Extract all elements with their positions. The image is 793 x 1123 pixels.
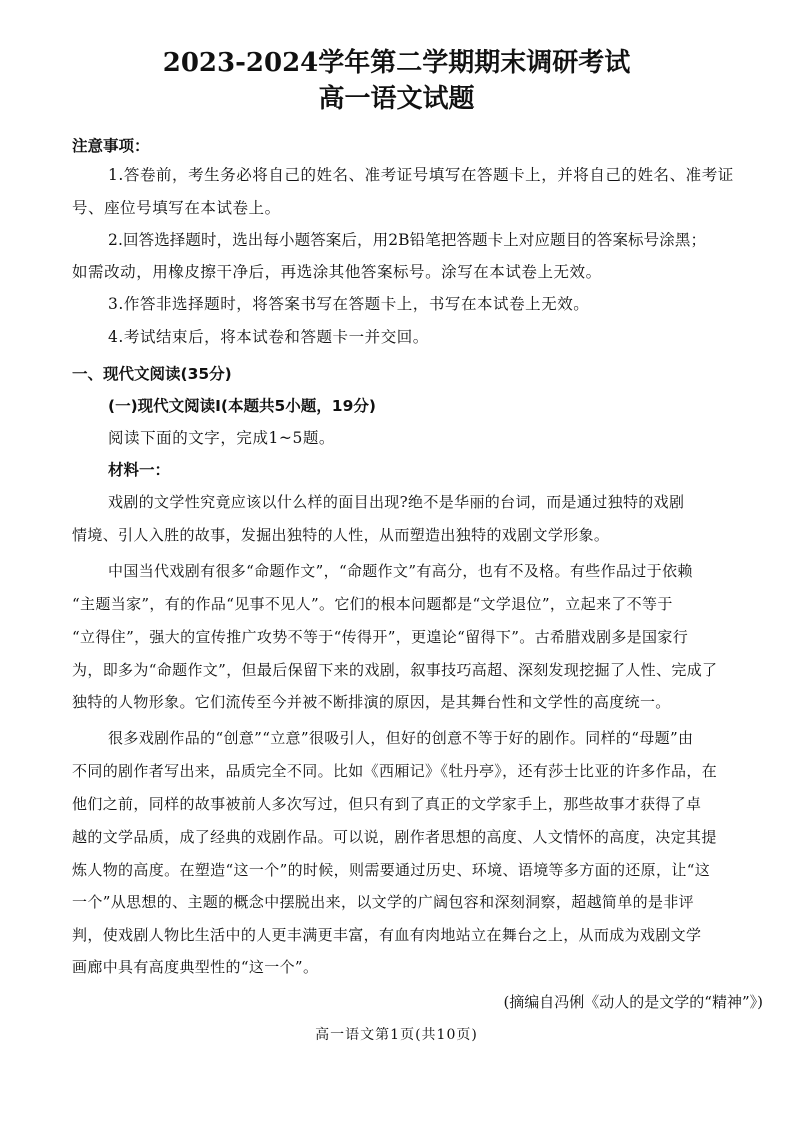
paragraph-2-line-3: “立得住”，强大的宣传推广攻势不等于“传得开”，更遑论“留得下”。古希腊戏剧多是国家行 (72, 628, 689, 646)
section-heading: 一、现代文阅读(35分) (72, 365, 232, 383)
notice-item-4: 4.考试结束后，将本试卷和答题卡一并交回。 (108, 328, 429, 346)
notice-item-1-line-1: 1.答卷前，考生务必将自己的姓名、准考证号填写在答题卡上，并将自己的姓名、准考证 (108, 166, 734, 184)
page-footer: 高一语文第1页(共10页) (315, 1027, 478, 1043)
paragraph-1-line-2: 情境、引人入胜的故事，发掘出独特的人性，从而塑造出独特的戏剧文学形象。 (72, 526, 610, 544)
reading-instruction: 阅读下面的文字，完成1~5题。 (108, 429, 335, 447)
material-label: 材料一： (108, 461, 171, 479)
paragraph-2-line-1: 中国当代戏剧有很多“命题作文”，“命题作文”有高分，也有不及格。有些作品过于依赖 (108, 562, 693, 580)
paragraph-3-line-6: 一个”从思想的、主题的概念中摆脱出来，以文学的广阔包容和深刻洞察，超越简单的是非评 (72, 893, 695, 911)
paragraph-3-line-3: 他们之前，同样的故事被前人多次写过，但只有到了真正的文学家手上，那些故事才获得了卓 (72, 795, 702, 813)
paragraph-1-line-1: 戏剧的文学性究竟应该以什么样的面目出现?绝不是华丽的台词，而是通过独特的戏剧 (108, 493, 685, 511)
notice-item-2-line-1: 2.回答选择题时，选出每小题答案后，用2B铅笔把答题卡上对应题目的答案标号涂黑； (108, 231, 707, 249)
paragraph-3-line-2: 不同的剧作者写出来，品质完全不同。比如《西厢记》《牡丹亭》，还有莎士比亚的许多作品，在 (72, 762, 718, 780)
paragraph-2-line-4: 为，即多为“命题作文”，但最后保留下来的戏剧，叙事技巧高超、深刻发现挖掘了人性、完成了 (72, 661, 718, 679)
notice-item-2-line-2: 如需改动，用橡皮擦干净后，再选涂其他答案标号。涂写在本试卷上无效。 (72, 263, 602, 281)
paragraph-2-line-5: 独特的人物形象。它们流传至今并被不断排演的原因，是其舞台性和文学性的高度统一。 (72, 693, 671, 711)
notice-heading: 注意事项： (72, 137, 150, 155)
paragraph-3-line-1: 很多戏剧作品的“创意”“立意”很吸引人，但好的创意不等于好的剧作。同样的“母题”由 (108, 729, 694, 747)
paragraph-2-line-2: “主题当家”，有的作品“见事不见人”。它们的根本问题都是“文学退位”，立起来了不等于 (72, 595, 673, 613)
paragraph-3-line-4: 越的文学品质，成了经典的戏剧作品。可以说，剧作者思想的高度、人文情怀的高度，决定其提 (72, 828, 717, 846)
exam-title: 2023-2024学年第二学期期末调研考试 (162, 48, 631, 78)
paragraph-3-line-5: 炼人物的高度。在塑造“这一个”的时候，则需要通过历史、环境、语境等多方面的还原，让“这 (72, 861, 711, 879)
paragraph-3-line-7: 判，使戏剧人物比生活中的人更丰满更丰富，有血有肉地站立在舞台之上，从而成为戏剧文学 (72, 926, 702, 944)
source-citation: (摘编自冯俐《动人的是文学的“精神”》) (503, 993, 763, 1011)
notice-item-1-line-2: 号、座位号填写在本试卷上。 (72, 199, 281, 217)
notice-item-3: 3.作答非选择题时，将答案书写在答题卡上，书写在本试卷上无效。 (108, 295, 590, 313)
exam-subtitle: 高一语文试题 (318, 84, 475, 114)
part-heading: (一)现代文阅读I(本题共5小题，19分) (108, 397, 376, 415)
paragraph-3-line-8: 画廊中具有高度典型性的“这一个”。 (72, 958, 319, 976)
